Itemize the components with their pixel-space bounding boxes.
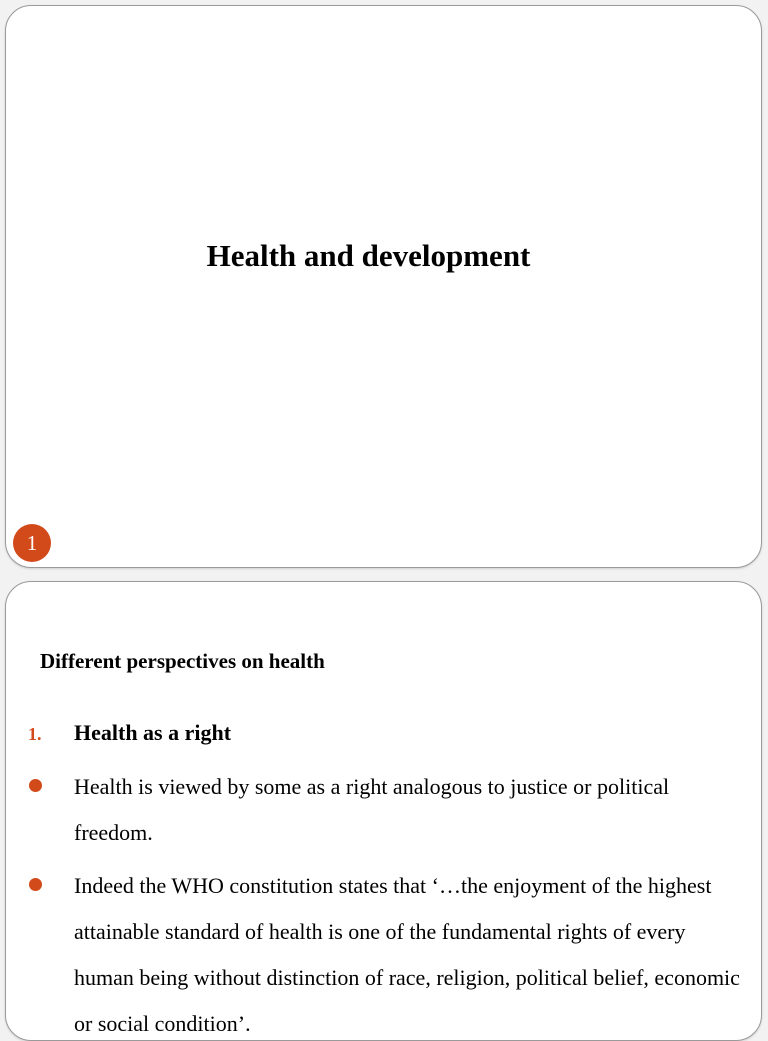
slide-1 bbox=[5, 5, 762, 568]
slide-heading: Different perspectives on health bbox=[40, 649, 325, 673]
bullet-dot-icon bbox=[29, 878, 42, 891]
list-number: 1. bbox=[28, 724, 42, 744]
bullet-text: Indeed the WHO constitution states that ‘…the enjoyment of the highest attainable standard of health is one of the fundamental rights of every human being without distinction of race, religion, political belief, economic or social condition’. bbox=[74, 873, 740, 1036]
list-item-text: Health as a right bbox=[74, 720, 232, 745]
slide-number-badge: 1 bbox=[13, 524, 51, 562]
slide-2 bbox=[5, 581, 762, 1041]
bullet-text: Health is viewed by some as a right analogous to justice or political freedom. bbox=[74, 774, 670, 845]
slide-title: Health and development bbox=[206, 238, 531, 273]
bullet-dot-icon bbox=[29, 779, 42, 792]
